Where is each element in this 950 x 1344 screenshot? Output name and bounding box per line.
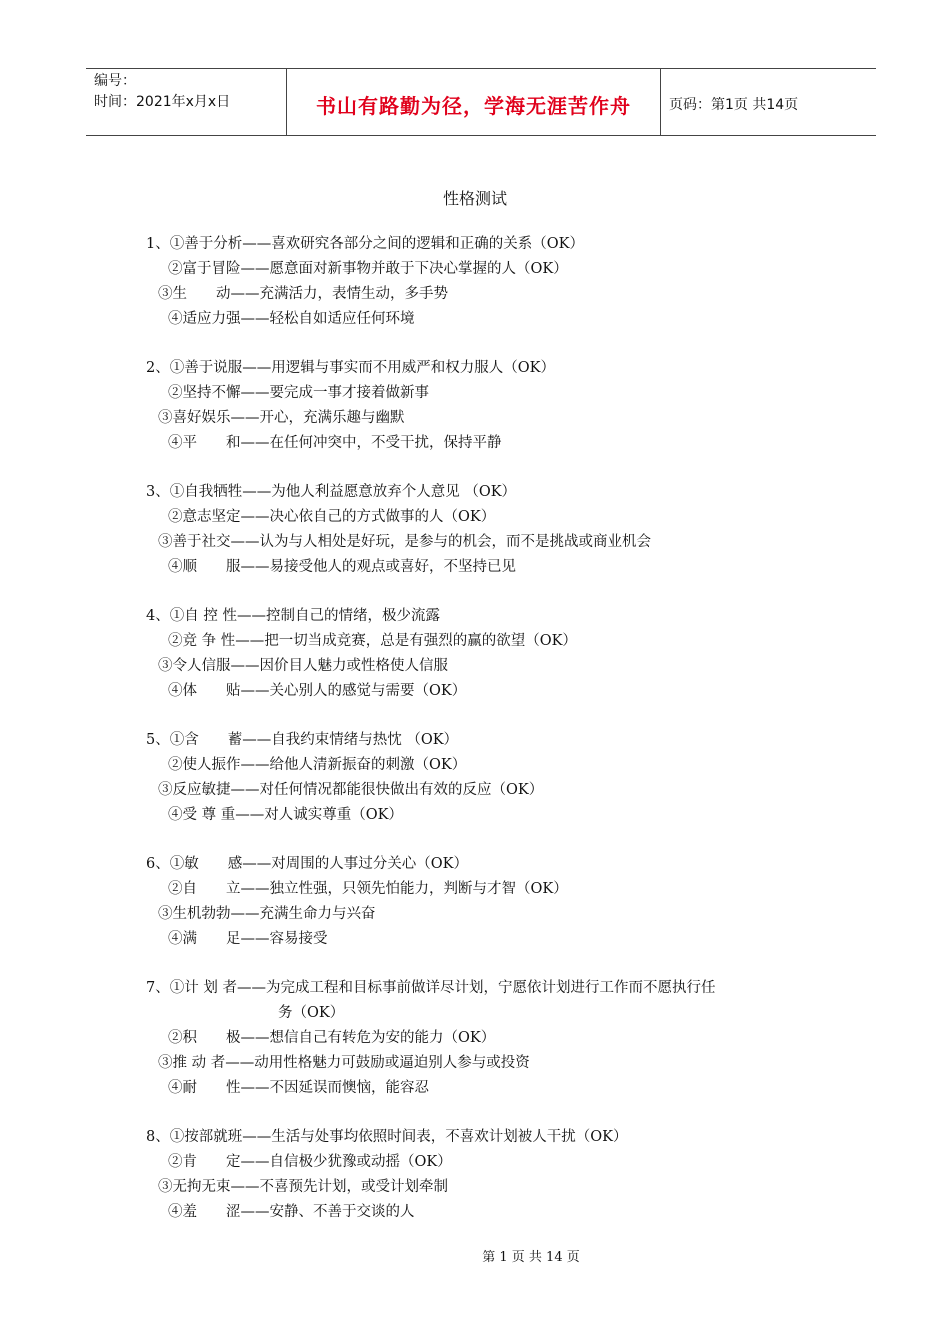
question-spacer bbox=[0, 828, 950, 852]
question-option: ③喜好娱乐——开心，充满乐趣与幽默 bbox=[158, 410, 405, 426]
question-option: ③生 动——充满活力，表情生动，多手势 bbox=[158, 286, 448, 302]
question-option: ④耐 性——不因延误而懊恼，能容忍 bbox=[168, 1080, 429, 1096]
header-page-number: 页码：第1页 共14页 bbox=[669, 97, 799, 113]
question-option: ④满 足——容易接受 bbox=[168, 931, 328, 947]
page-header bbox=[86, 68, 876, 136]
question-option: ②自 立——独立性强，只领先怕能力，判断与才智（OK） bbox=[168, 881, 568, 897]
page-title: 性格测试 bbox=[442, 189, 507, 208]
question-option: 1、①善于分析——喜欢研究各部分之间的逻辑和正确的关系（OK） bbox=[146, 236, 584, 252]
question-option: ②富于冒险——愿意面对新事物并敢于下决心掌握的人（OK） bbox=[168, 261, 568, 277]
question-option: ③令人信服——因价目人魅力或性格使人信服 bbox=[158, 658, 448, 674]
question-spacer bbox=[0, 1101, 950, 1125]
question-block bbox=[0, 356, 950, 456]
document-date: 时间：2021年x月x日 bbox=[94, 94, 231, 110]
question-option: ③善于社交——认为与人相处是好玩，是参与的机会，而不是挑战或商业机会 bbox=[158, 534, 651, 550]
question-block bbox=[0, 976, 950, 1101]
question-option: ③无拘无束——不喜预先计划，或受计划牵制 bbox=[158, 1179, 448, 1195]
question-option: 3、①自我牺牲——为他人利益愿意放弃个人意见 （OK） bbox=[146, 484, 517, 500]
question-option: ③反应敏捷——对任何情况都能很快做出有效的反应（OK） bbox=[158, 782, 544, 798]
document-number-label: 编号： bbox=[94, 73, 136, 89]
question-option: 4、①自 控 性——控制自己的情绪，极少流露 bbox=[146, 608, 440, 624]
question-option: ④受 尊 重——对人诚实尊重（OK） bbox=[168, 807, 403, 823]
question-option: ④羞 涩——安静、不善于交谈的人 bbox=[168, 1204, 415, 1220]
question-block bbox=[0, 232, 950, 332]
question-block bbox=[0, 480, 950, 580]
question-option: 7、①计 划 者——为完成工程和目标事前做详尽计划，宁愿依计划进行工作而不愿执行任 bbox=[146, 980, 716, 996]
question-block bbox=[0, 852, 950, 952]
question-option: ②积 极——想信自己有转危为安的能力（OK） bbox=[168, 1030, 496, 1046]
question-spacer bbox=[0, 580, 950, 604]
question-option: 6、①敏 感——对周围的人事过分关心（OK） bbox=[146, 856, 468, 872]
question-option: ④平 和——在任何冲突中，不受干扰，保持平静 bbox=[168, 435, 502, 451]
question-option: 务（OK） bbox=[278, 1005, 345, 1021]
question-option: 8、①按部就班——生活与处事均依照时间表，不喜欢计划被人干扰（OK） bbox=[146, 1129, 628, 1145]
question-list bbox=[0, 232, 950, 1225]
question-option: ②坚持不懈——要完成一事才接着做新事 bbox=[168, 385, 429, 401]
question-spacer bbox=[0, 704, 950, 728]
question-option: ②竞 争 性——把一切当成竞赛，总是有强烈的赢的欲望（OK） bbox=[168, 633, 577, 649]
question-option: ②肯 定——自信极少犹豫或动摇（OK） bbox=[168, 1154, 452, 1170]
question-spacer bbox=[0, 456, 950, 480]
question-spacer bbox=[0, 332, 950, 356]
question-spacer bbox=[0, 952, 950, 976]
page-footer: 第 1 页 共 14 页 bbox=[482, 1250, 580, 1265]
question-option: ④顺 服——易接受他人的观点或喜好，不坚持已见 bbox=[168, 559, 516, 575]
header-info bbox=[86, 69, 287, 135]
question-option: ③推 动 者——动用性格魅力可鼓励或逼迫别人参与或投资 bbox=[158, 1055, 530, 1071]
question-option: 2、①善于说服——用逻辑与事实而不用威严和权力服人（OK） bbox=[146, 360, 555, 376]
question-option: ②使人振作——给他人清新振奋的刺激（OK） bbox=[168, 757, 467, 773]
question-option: ③生机勃勃——充满生命力与兴奋 bbox=[158, 906, 376, 922]
question-block bbox=[0, 728, 950, 828]
header-motto: 书山有路勤为径，学海无涯苦作舟 bbox=[287, 69, 661, 135]
question-block bbox=[0, 604, 950, 704]
question-option: 5、①含 蓄——自我约束情绪与热忱 （OK） bbox=[146, 732, 459, 748]
question-block bbox=[0, 1125, 950, 1225]
question-option: ④适应力强——轻松自如适应任何环境 bbox=[168, 311, 415, 327]
question-option: ④体 贴——关心别人的感觉与需要（OK） bbox=[168, 683, 467, 699]
question-option: ②意志坚定——决心依自己的方式做事的人（OK） bbox=[168, 509, 496, 525]
